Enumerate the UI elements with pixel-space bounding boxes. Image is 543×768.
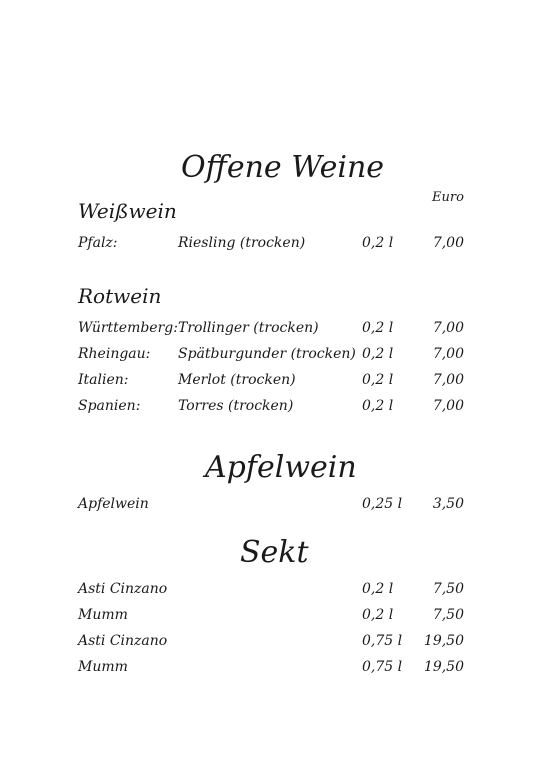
row-wine: Merlot (trocken) — [178, 372, 296, 388]
row-price: 7,50 — [432, 581, 464, 597]
row-name: Asti Cinzano — [78, 581, 168, 597]
row-volume: 0,2 l — [362, 398, 394, 414]
currency-label: Euro — [432, 190, 464, 205]
row-volume: 0,75 l — [362, 659, 403, 675]
section-title-apfelwein: Apfelwein — [205, 450, 357, 485]
menu-row — [0, 496, 543, 516]
subheading-weisswein: Weißwein — [78, 199, 177, 223]
row-wine: Spätburgunder (trocken) — [178, 346, 356, 362]
row-wine: Riesling (trocken) — [178, 235, 306, 251]
row-volume: 0,2 l — [362, 346, 394, 362]
menu-row — [0, 581, 543, 601]
row-name: Apfelwein — [78, 496, 149, 512]
menu-row — [0, 320, 543, 340]
menu-row — [0, 372, 543, 392]
row-region: Rheingau: — [78, 346, 151, 362]
menu-row — [0, 346, 543, 366]
row-volume: 0,2 l — [362, 607, 394, 623]
row-price: 7,50 — [432, 607, 464, 623]
menu-row — [0, 659, 543, 679]
row-price: 7,00 — [432, 235, 464, 251]
row-price: 7,00 — [432, 320, 464, 336]
row-volume: 0,2 l — [362, 581, 394, 597]
section-title-sekt: Sekt — [240, 535, 309, 570]
row-volume: 0,2 l — [362, 372, 394, 388]
row-name: Mumm — [78, 659, 128, 675]
row-price: 7,00 — [432, 372, 464, 388]
section-title-offene-weine: Offene Weine — [181, 150, 385, 185]
row-price: 19,50 — [423, 633, 464, 649]
row-price: 7,00 — [432, 346, 464, 362]
row-volume: 0,75 l — [362, 633, 403, 649]
row-volume: 0,25 l — [362, 496, 403, 512]
row-volume: 0,2 l — [362, 320, 394, 336]
row-price: 7,00 — [432, 398, 464, 414]
menu-row — [0, 607, 543, 627]
row-region: Württemberg: — [78, 320, 178, 336]
menu-row — [0, 398, 543, 418]
row-price: 3,50 — [432, 496, 464, 512]
menu-row — [0, 633, 543, 653]
row-wine: Trollinger (trocken) — [178, 320, 319, 336]
row-region: Spanien: — [78, 398, 141, 414]
subheading-rotwein: Rotwein — [78, 284, 162, 308]
row-wine: Torres (trocken) — [178, 398, 294, 414]
row-name: Mumm — [78, 607, 128, 623]
row-price: 19,50 — [423, 659, 464, 675]
row-region: Italien: — [78, 372, 129, 388]
row-volume: 0,2 l — [362, 235, 394, 251]
menu-row — [0, 235, 543, 255]
row-region: Pfalz: — [78, 235, 118, 251]
row-name: Asti Cinzano — [78, 633, 168, 649]
